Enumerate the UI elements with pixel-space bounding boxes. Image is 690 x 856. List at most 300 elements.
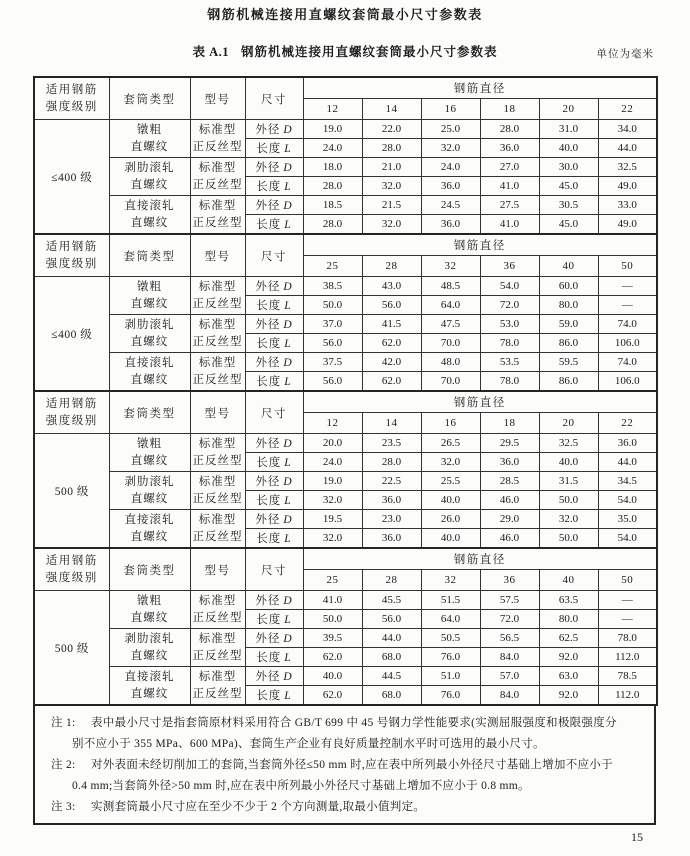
value-cell: 23.0: [362, 510, 421, 529]
value-cell: 40.0: [539, 453, 598, 472]
cell-line: 标准型: [198, 123, 237, 136]
value-cell: 18.5: [303, 196, 362, 215]
value-cell: 39.5: [303, 629, 362, 648]
dimension-cell: [245, 120, 303, 139]
value-cell: 57.0: [480, 667, 539, 686]
sleeve-type-cell: [109, 472, 190, 510]
cell-line: 适用钢筋: [45, 397, 98, 410]
value-cell: 31.0: [539, 120, 598, 139]
cell-line: 镦粗: [137, 594, 162, 607]
diameter-value-cell: 12: [303, 99, 362, 120]
value-cell: 22.0: [362, 120, 421, 139]
model-header-cell: 型号: [190, 77, 245, 120]
value-cell: 38.5: [303, 277, 362, 296]
note-3: [51, 797, 642, 818]
value-cell: 80.0: [539, 296, 598, 315]
param-table-section-2: [33, 233, 658, 392]
grade-header-cell: [34, 391, 109, 434]
dimension-label: 长度: [256, 143, 282, 155]
dimension-symbol: L: [284, 338, 292, 350]
value-cell: 37.0: [303, 315, 362, 334]
dimension-symbol: D: [283, 319, 293, 331]
cell-line: 正反丝型: [192, 611, 243, 624]
cell-line: 剥肋滚轧: [124, 632, 175, 645]
value-cell: 92.0: [539, 648, 598, 667]
dimension-symbol: L: [284, 457, 292, 469]
sleeve-type-cell: [109, 315, 190, 353]
value-cell: 34.5: [598, 472, 657, 491]
value-cell: 63.0: [539, 667, 598, 686]
dimension-label: 长度: [256, 652, 282, 664]
dimension-label: 外径: [255, 319, 281, 331]
dimension-cell: [245, 434, 303, 453]
value-cell: 19.0: [303, 120, 362, 139]
sleeve-type-cell: [109, 353, 190, 392]
cell-line: 强度级别: [45, 100, 98, 113]
model-cell: [190, 315, 245, 353]
dimension-cell: [245, 510, 303, 529]
value-cell: 45.5: [362, 591, 421, 610]
dimension-label: 长度: [256, 690, 282, 702]
cell-line: 正反丝型: [192, 649, 243, 662]
diameter-header-cell: 钢筋直径: [303, 391, 657, 413]
cell-line: 标准型: [198, 594, 237, 607]
value-cell: 50.5: [421, 629, 480, 648]
dimension-cell: [245, 215, 303, 235]
dimension-cell: [245, 610, 303, 629]
value-cell: 86.0: [539, 334, 598, 353]
grade-header-cell: [34, 548, 109, 591]
sleeve-type-header-cell: 套筒类型: [109, 77, 190, 120]
value-cell: 32.0: [303, 491, 362, 510]
value-cell: 92.0: [539, 686, 598, 706]
dimension-symbol: L: [284, 690, 292, 702]
dimension-symbol: D: [283, 357, 293, 369]
cell-line: 标准型: [198, 318, 237, 331]
dimension-label: 外径: [255, 438, 281, 450]
value-cell: 33.0: [598, 196, 657, 215]
cell-line: 标准型: [198, 475, 237, 488]
diameter-value-cell: 22: [598, 413, 657, 434]
dimension-symbol: D: [283, 633, 293, 645]
sleeve-type-cell: [109, 629, 190, 667]
value-cell: 78.0: [480, 372, 539, 392]
cell-line: 正反丝型: [192, 140, 243, 153]
diameter-value-cell: 16: [421, 413, 480, 434]
dimension-label: 长度: [256, 495, 282, 507]
value-cell: 28.0: [362, 453, 421, 472]
value-cell: 28.5: [480, 472, 539, 491]
value-cell: 21.5: [362, 196, 421, 215]
diameter-value-cell: 32: [421, 256, 480, 277]
value-cell: 21.0: [362, 158, 421, 177]
value-cell: 40.0: [421, 529, 480, 549]
value-cell: 41.0: [480, 215, 539, 235]
cell-line: 剥肋滚轧: [124, 161, 175, 174]
dimension-symbol: D: [283, 162, 293, 174]
grade-cell: ≤400 级: [34, 277, 109, 392]
cell-line: 标准型: [198, 199, 237, 212]
diameter-value-cell: 12: [303, 413, 362, 434]
value-cell: 106.0: [598, 334, 657, 353]
value-cell: 28.0: [303, 177, 362, 196]
dimension-symbol: D: [283, 476, 293, 488]
dimension-cell: [245, 296, 303, 315]
dimension-cell: [245, 196, 303, 215]
value-cell: 43.0: [362, 277, 421, 296]
dimension-cell: [245, 453, 303, 472]
cell-line: 标准型: [198, 632, 237, 645]
dimension-cell: [245, 667, 303, 686]
value-cell: 56.0: [362, 296, 421, 315]
dimension-cell: [245, 472, 303, 491]
table-caption-text: 钢筋机械连接用直螺纹套筒最小尺寸参数表: [241, 45, 498, 59]
dimension-symbol: L: [284, 376, 292, 388]
value-cell: 62.0: [362, 372, 421, 392]
value-cell: 50.0: [303, 610, 362, 629]
dimension-label: 长度: [256, 338, 282, 350]
dimension-cell: [245, 686, 303, 706]
diameter-value-cell: 40: [539, 256, 598, 277]
dimension-label: 外径: [255, 124, 281, 136]
value-cell: 63.5: [539, 591, 598, 610]
cell-line: 正反丝型: [192, 454, 243, 467]
value-cell: 64.0: [421, 296, 480, 315]
cell-line: 直螺纹: [130, 611, 169, 624]
value-cell: 28.0: [362, 139, 421, 158]
value-cell: 23.5: [362, 434, 421, 453]
value-cell: 32.0: [539, 510, 598, 529]
value-cell: 56.0: [303, 334, 362, 353]
grade-header-cell: [34, 77, 109, 120]
cell-line: 标准型: [198, 513, 237, 526]
dimension-symbol: D: [283, 438, 293, 450]
diameter-value-cell: 22: [598, 99, 657, 120]
value-cell: 76.0: [421, 648, 480, 667]
sleeve-type-cell: [109, 158, 190, 196]
unit-note: 单位为毫米: [596, 49, 654, 60]
cell-line: 直接滚轧: [124, 513, 175, 526]
cell-line: 标准型: [198, 161, 237, 174]
dimension-cell: [245, 491, 303, 510]
dimension-label: 长度: [256, 181, 282, 193]
diameter-value-cell: 40: [539, 570, 598, 591]
cell-line: 镦粗: [137, 437, 162, 450]
value-cell: 26.0: [421, 510, 480, 529]
diameter-value-cell: 16: [421, 99, 480, 120]
value-cell: —: [598, 277, 657, 296]
dimension-label: 长度: [256, 300, 282, 312]
value-cell: 26.5: [421, 434, 480, 453]
dimension-label: 外径: [255, 671, 281, 683]
model-cell: [190, 158, 245, 196]
diameter-value-cell: 25: [303, 570, 362, 591]
sleeve-type-cell: [109, 510, 190, 549]
value-cell: 41.0: [480, 177, 539, 196]
dimension-cell: [245, 277, 303, 296]
sleeve-type-header-cell: 套筒类型: [109, 391, 190, 434]
value-cell: 62.5: [539, 629, 598, 648]
value-cell: 78.5: [598, 667, 657, 686]
cell-line: 直螺纹: [130, 216, 169, 229]
cell-line: 直螺纹: [130, 373, 169, 386]
dimension-symbol: L: [284, 219, 292, 231]
dimension-cell: [245, 629, 303, 648]
page-number: 15: [631, 830, 643, 844]
value-cell: —: [598, 610, 657, 629]
value-cell: 54.0: [598, 529, 657, 549]
value-cell: 84.0: [480, 686, 539, 706]
value-cell: 68.0: [362, 686, 421, 706]
value-cell: 36.0: [421, 215, 480, 235]
value-cell: 28.0: [480, 120, 539, 139]
dimension-symbol: D: [283, 124, 293, 136]
value-cell: 24.0: [303, 139, 362, 158]
note-label: 注 2:: [51, 759, 76, 771]
dimension-cell: [245, 158, 303, 177]
model-cell: [190, 510, 245, 549]
value-cell: 72.0: [480, 296, 539, 315]
cell-line: 直接滚轧: [124, 199, 175, 212]
value-cell: 49.0: [598, 177, 657, 196]
value-cell: 22.5: [362, 472, 421, 491]
value-cell: 50.0: [539, 529, 598, 549]
value-cell: 19.5: [303, 510, 362, 529]
dimension-label: 外径: [255, 200, 281, 212]
diameter-value-cell: 50: [598, 570, 657, 591]
model-cell: [190, 353, 245, 392]
dimension-cell: [245, 139, 303, 158]
value-cell: 32.0: [421, 139, 480, 158]
value-cell: 27.5: [480, 196, 539, 215]
value-cell: 45.0: [539, 215, 598, 235]
diameter-header-cell: 钢筋直径: [303, 77, 657, 99]
dimension-label: 外径: [255, 633, 281, 645]
dimension-symbol: L: [284, 143, 292, 155]
dimension-label: 长度: [256, 376, 282, 388]
dimension-cell: [245, 529, 303, 549]
note-line: 对外表面未经切削加工的套筒,当套筒外径≤50 mm 时,应在表中所列最小外径尺寸基础上增加不应小于: [91, 759, 613, 771]
model-cell: [190, 277, 245, 315]
model-cell: [190, 472, 245, 510]
value-cell: 30.5: [539, 196, 598, 215]
dimension-cell: [245, 177, 303, 196]
sleeve-type-header-cell: 套筒类型: [109, 548, 190, 591]
cell-line: 正反丝型: [192, 216, 243, 229]
value-cell: 112.0: [598, 648, 657, 667]
value-cell: 19.0: [303, 472, 362, 491]
dimension-cell: [245, 648, 303, 667]
value-cell: 76.0: [421, 686, 480, 706]
value-cell: 72.0: [480, 610, 539, 629]
value-cell: 34.0: [598, 120, 657, 139]
dimension-symbol: D: [283, 514, 293, 526]
size-header-cell: 尺寸: [245, 234, 303, 277]
sleeve-type-cell: [109, 277, 190, 315]
model-cell: [190, 591, 245, 629]
dimension-symbol: L: [284, 181, 292, 193]
cell-line: 直螺纹: [130, 140, 169, 153]
value-cell: 56.5: [480, 629, 539, 648]
cell-line: 强度级别: [45, 414, 98, 427]
diameter-value-cell: 28: [362, 256, 421, 277]
value-cell: 84.0: [480, 648, 539, 667]
value-cell: 44.5: [362, 667, 421, 686]
value-cell: 51.0: [421, 667, 480, 686]
dimension-symbol: D: [283, 281, 293, 293]
cell-line: 正反丝型: [192, 373, 243, 386]
cell-line: 强度级别: [45, 571, 98, 584]
value-cell: 53.0: [480, 315, 539, 334]
model-cell: [190, 434, 245, 472]
cell-line: 直接滚轧: [124, 356, 175, 369]
dimension-cell: [245, 591, 303, 610]
value-cell: 51.5: [421, 591, 480, 610]
value-cell: 32.0: [362, 177, 421, 196]
note-line: 别不应小于 355 MPa、600 MPa)、套筒生产企业有良好质量控制水平时可选用的最小尺寸。: [72, 738, 545, 750]
diameter-value-cell: 14: [362, 413, 421, 434]
param-table-section-3: [33, 390, 658, 549]
value-cell: 64.0: [421, 610, 480, 629]
value-cell: 47.5: [421, 315, 480, 334]
note-1: [51, 713, 642, 755]
model-header-cell: 型号: [190, 391, 245, 434]
cell-line: 正反丝型: [192, 687, 243, 700]
diameter-value-cell: 18: [480, 413, 539, 434]
value-cell: 78.0: [480, 334, 539, 353]
value-cell: 24.0: [421, 158, 480, 177]
cell-line: 标准型: [198, 356, 237, 369]
diameter-value-cell: 18: [480, 99, 539, 120]
note-line: 表中最小尺寸是指套筒原材料采用符合 GB/T 699 中 45 号钢力学性能要求(实测屈服强度和极限强度分: [91, 717, 617, 729]
value-cell: 57.5: [480, 591, 539, 610]
cell-line: 适用钢筋: [45, 83, 98, 96]
model-header-cell: 型号: [190, 234, 245, 277]
value-cell: 62.0: [362, 334, 421, 353]
cell-line: 正反丝型: [192, 335, 243, 348]
dimension-label: 长度: [256, 614, 282, 626]
value-cell: 59.5: [539, 353, 598, 372]
sleeve-type-cell: [109, 196, 190, 235]
dimension-symbol: L: [284, 614, 292, 626]
sections-container: [33, 76, 656, 706]
dimension-cell: [245, 334, 303, 353]
value-cell: 36.0: [362, 529, 421, 549]
note-line: 实测套筒最小尺寸应在至少不少于 2 个方向测量,取最小值判定。: [91, 801, 426, 813]
sleeve-type-cell: [109, 434, 190, 472]
cell-line: 正反丝型: [192, 492, 243, 505]
value-cell: 46.0: [480, 491, 539, 510]
dimension-symbol: D: [283, 671, 293, 683]
note-2: [51, 755, 642, 797]
value-cell: 27.0: [480, 158, 539, 177]
value-cell: 106.0: [598, 372, 657, 392]
cell-line: 剥肋滚轧: [124, 475, 175, 488]
value-cell: 56.0: [303, 372, 362, 392]
model-cell: [190, 629, 245, 667]
dimension-label: 外径: [255, 476, 281, 488]
value-cell: 25.5: [421, 472, 480, 491]
cell-line: 直螺纹: [130, 530, 169, 543]
cell-line: 直螺纹: [130, 335, 169, 348]
dimension-symbol: L: [284, 300, 292, 312]
cell-line: 强度级别: [45, 257, 98, 270]
dimension-label: 长度: [256, 533, 282, 545]
cell-line: 直接滚轧: [124, 670, 175, 683]
param-table-section-1: [33, 76, 658, 235]
cell-line: 镦粗: [137, 280, 162, 293]
value-cell: 54.0: [598, 491, 657, 510]
cell-line: 正反丝型: [192, 297, 243, 310]
diameter-value-cell: 36: [480, 256, 539, 277]
size-header-cell: 尺寸: [245, 77, 303, 120]
size-header-cell: 尺寸: [245, 391, 303, 434]
sleeve-type-header-cell: 套筒类型: [109, 234, 190, 277]
value-cell: 48.5: [421, 277, 480, 296]
parameters-table: [33, 76, 656, 825]
value-cell: 36.0: [598, 434, 657, 453]
cell-line: 镦粗: [137, 123, 162, 136]
value-cell: 20.0: [303, 434, 362, 453]
value-cell: 40.0: [421, 491, 480, 510]
cell-line: 直螺纹: [130, 454, 169, 467]
value-cell: 37.5: [303, 353, 362, 372]
value-cell: 32.5: [598, 158, 657, 177]
cell-line: 适用钢筋: [45, 240, 98, 253]
value-cell: 29.0: [480, 510, 539, 529]
value-cell: 41.0: [303, 591, 362, 610]
cell-line: 正反丝型: [192, 178, 243, 191]
value-cell: 56.0: [362, 610, 421, 629]
cell-line: 直螺纹: [130, 492, 169, 505]
value-cell: 74.0: [598, 315, 657, 334]
value-cell: 78.0: [598, 629, 657, 648]
value-cell: 68.0: [362, 648, 421, 667]
value-cell: 31.5: [539, 472, 598, 491]
model-cell: [190, 196, 245, 235]
value-cell: 60.0: [539, 277, 598, 296]
diameter-value-cell: 28: [362, 570, 421, 591]
dimension-cell: [245, 372, 303, 392]
diameter-value-cell: 25: [303, 256, 362, 277]
value-cell: 44.0: [598, 139, 657, 158]
value-cell: 59.0: [539, 315, 598, 334]
grade-cell: ≤400 级: [34, 120, 109, 235]
value-cell: 54.0: [480, 277, 539, 296]
model-cell: [190, 667, 245, 706]
value-cell: 70.0: [421, 372, 480, 392]
value-cell: 50.0: [539, 491, 598, 510]
grade-cell: 500 级: [34, 434, 109, 549]
table-caption: [0, 42, 690, 60]
value-cell: 36.0: [421, 177, 480, 196]
model-header-cell: 型号: [190, 548, 245, 591]
cell-line: 标准型: [198, 280, 237, 293]
value-cell: 32.0: [303, 529, 362, 549]
dimension-label: 长度: [256, 457, 282, 469]
note-line: 0.4 mm;当套筒外径>50 mm 时,应在表中所列最小外径尺寸基础上增加不应小于 0.8 mm。: [72, 780, 530, 792]
value-cell: 36.0: [480, 139, 539, 158]
value-cell: 32.0: [421, 453, 480, 472]
value-cell: 62.0: [303, 686, 362, 706]
value-cell: 32.0: [362, 215, 421, 235]
dimension-cell: [245, 315, 303, 334]
value-cell: 45.0: [539, 177, 598, 196]
value-cell: 42.0: [362, 353, 421, 372]
diameter-header-cell: 钢筋直径: [303, 548, 657, 570]
value-cell: 86.0: [539, 372, 598, 392]
diameter-value-cell: 50: [598, 256, 657, 277]
